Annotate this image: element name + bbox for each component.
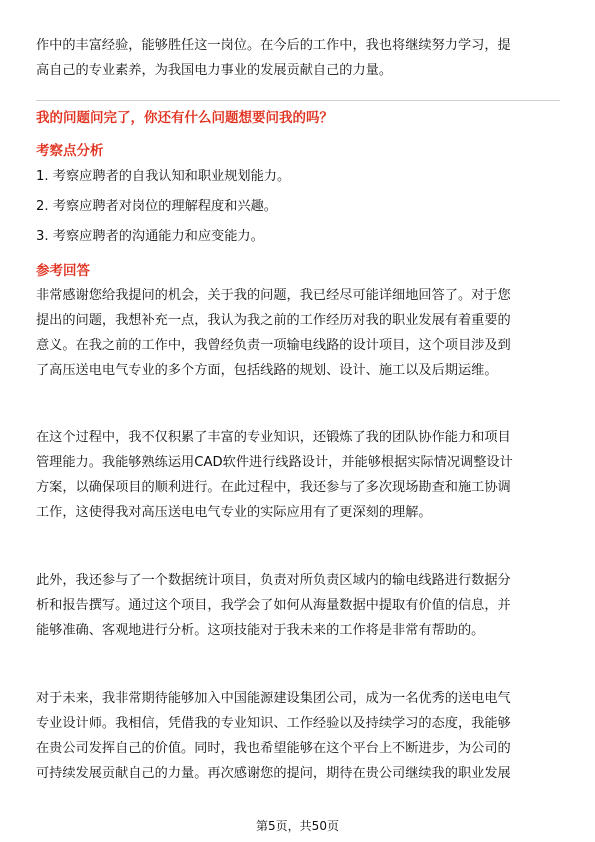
answer-paragraph xyxy=(36,425,560,525)
answer-title: 参考回答 xyxy=(36,263,90,279)
answer-line: 意义。在我之前的工作中，我曾经负责一项输电线路的设计项目，这个项目涉及到 xyxy=(36,338,511,353)
answer-line: 工作，这使得我对高压送电电气专业的实际应用有了更深刻的理解。 xyxy=(36,505,432,520)
analysis-item: 2. 考察应聘者对岗位的理解程度和兴趣。 xyxy=(36,199,277,214)
page-number: 第5页，共50页 xyxy=(256,819,339,833)
answer-line: 提出的问题，我想补充一点，我认为我之前的工作经历对我的职业发展有着重要的 xyxy=(36,313,511,328)
answer-line: 专业设计师。我相信，凭借我的专业知识、工作经验以及持续学习的态度，我能够 xyxy=(36,716,511,731)
intro-line: 作中的丰富经验，能够胜任这一岗位。在今后的工作中，我也将继续努力学习，提 xyxy=(36,38,511,53)
answer-line: 非常感谢您给我提问的机会，关于我的问题，我已经尽可能详细地回答了。对于您 xyxy=(36,288,511,303)
answer-paragraph xyxy=(36,568,560,643)
answer-line: 在这个过程中，我不仅积累了丰富的专业知识，还锻炼了我的团队协作能力和项目 xyxy=(36,430,511,445)
section-divider xyxy=(36,100,560,101)
answer-line: 能够准确、客观地进行分析。这项技能对于我未来的工作将是非常有帮助的。 xyxy=(36,623,485,638)
answer-line: 对于未来，我非常期待能够加入中国能源建设集团公司，成为一名优秀的送电电气 xyxy=(36,691,511,706)
intro-paragraph xyxy=(36,33,560,83)
answer-paragraph xyxy=(36,283,560,383)
answer-line: 了高压送电电气专业的多个方面，包括线路的规划、设计、施工以及后期运维。 xyxy=(36,363,498,378)
answer-line: 管理能力。我能够熟练运用CAD软件进行线路设计，并能够根据实际情况调整设计 xyxy=(36,455,513,470)
answer-line: 在贵公司发挥自己的价值。同时，我也希望能够在这个平台上不断进步，为公司的 xyxy=(36,741,511,756)
answer-paragraph xyxy=(36,686,560,786)
answer-line: 此外，我还参与了一个数据统计项目，负责对所负责区域内的输电线路进行数据分 xyxy=(36,573,511,588)
analysis-item: 3. 考察应聘者的沟通能力和应变能力。 xyxy=(36,229,264,244)
intro-line: 高自己的专业素养，为我国电力事业的发展贡献自己的力量。 xyxy=(36,63,393,78)
answer-line: 析和报告撰写。通过这个项目，我学会了如何从海量数据中提取有价值的信息，并 xyxy=(36,598,511,613)
answer-line: 可持续发展贡献自己的力量。再次感谢您的提问，期待在贵公司继续我的职业发展 xyxy=(36,766,511,781)
analysis-title: 考察点分析 xyxy=(36,143,104,159)
question-heading: 我的问题问完了，你还有什么问题想要问我的吗？ xyxy=(36,110,333,126)
answer-line: 方案，以确保项目的顺利进行。在此过程中，我还参与了多次现场勘查和施工协调 xyxy=(36,480,511,495)
analysis-item: 1. 考察应聘者的自我认知和职业规划能力。 xyxy=(36,169,291,184)
